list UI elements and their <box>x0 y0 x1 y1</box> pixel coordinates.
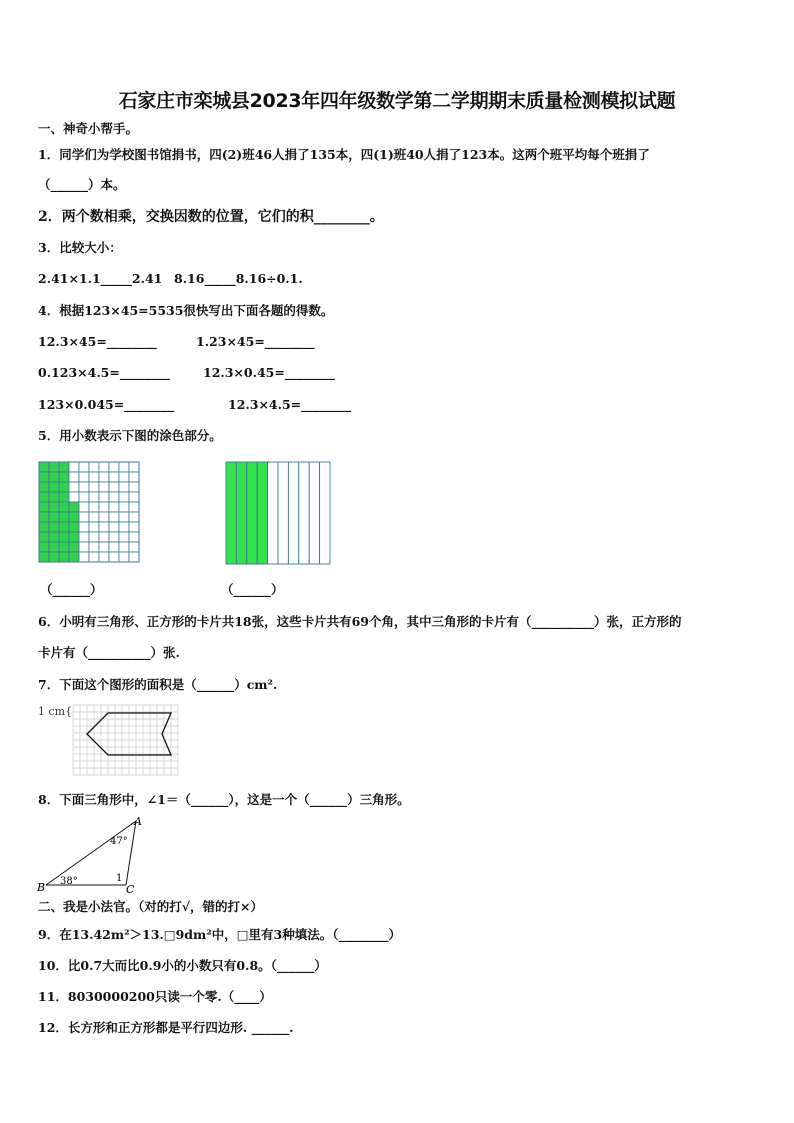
grid-cell <box>89 522 99 532</box>
question-4: 4．根据123×45=5535很快写出下面各题的得数。 <box>38 303 334 318</box>
grid-cell <box>59 492 69 502</box>
scale-label <box>38 705 72 718</box>
strip-cell <box>236 462 246 564</box>
question-4-part-d: 12.3×0.45=________ <box>203 365 335 380</box>
grid-cell <box>79 522 89 532</box>
grid-cell <box>59 522 69 532</box>
grid-cell <box>119 472 129 482</box>
grid-cell <box>129 492 139 502</box>
question-12: 12．长方形和正方形都是平行四边形. ______. <box>38 1020 294 1035</box>
grid-cell <box>69 462 79 472</box>
grid-cell <box>39 482 49 492</box>
question-4-part-a: 12.3×45=________ <box>38 334 157 349</box>
grid-cell <box>129 542 139 552</box>
triangle-figure <box>34 813 146 895</box>
grid-cell <box>119 552 129 562</box>
question-5-answer-b: （______） <box>221 582 284 597</box>
grid-cell <box>129 522 139 532</box>
question-3-part-a: 2.41×1.1_____2.41 <box>38 271 163 286</box>
grid-cell <box>109 552 119 562</box>
scale-text: 1 cm <box>38 705 66 718</box>
section-1-heading: 一、神奇小帮手。 <box>38 121 139 136</box>
grid-cell <box>59 552 69 562</box>
question-5: 5．用小数表示下图的涂色部分。 <box>38 428 222 443</box>
question-4-part-b: 1.23×45=________ <box>196 334 315 349</box>
grid-cell <box>59 482 69 492</box>
grid-cell <box>49 492 59 502</box>
grid-cell <box>59 502 69 512</box>
grid-cell <box>109 502 119 512</box>
grid-cell <box>49 482 59 492</box>
question-7: 7．下面这个图形的面积是（______）cm². <box>38 677 278 692</box>
grid-cell <box>69 502 79 512</box>
grid-cell <box>99 462 109 472</box>
grid-cell <box>109 462 119 472</box>
grid-cell <box>39 532 49 542</box>
grid-cell <box>79 512 89 522</box>
vertex-a-label: A <box>134 815 142 828</box>
grid-cell <box>69 482 79 492</box>
grid-cell <box>109 472 119 482</box>
grid-cell <box>69 472 79 482</box>
grid-cell <box>59 512 69 522</box>
question-4-part-f: 12.3×4.5=________ <box>228 397 352 412</box>
grid-cell <box>79 502 89 512</box>
grid-cell <box>69 552 79 562</box>
grid-cell <box>119 512 129 522</box>
question-10: 10．比0.7大而比0.9小的小数只有0.8。（______） <box>38 958 327 973</box>
question-6-line-2: 卡片有（__________）张. <box>38 645 180 660</box>
grid-cell <box>89 492 99 502</box>
grid-cell <box>89 472 99 482</box>
grid-cell <box>69 492 79 502</box>
grid-cell <box>99 472 109 482</box>
strip-cell <box>320 462 330 564</box>
grid-cell <box>89 542 99 552</box>
strip-cell <box>299 462 309 564</box>
strip-cell <box>288 462 298 564</box>
grid-cell <box>89 482 99 492</box>
grid-cell <box>59 532 69 542</box>
grid-cell <box>49 552 59 562</box>
grid-cell <box>89 462 99 472</box>
grid-cell <box>119 482 129 492</box>
grid-cell <box>99 522 109 532</box>
grid-cell <box>119 462 129 472</box>
grid-cell <box>69 512 79 522</box>
question-2: 2．两个数相乘，交换因数的位置，它们的积________。 <box>38 209 384 225</box>
grid-cell <box>109 482 119 492</box>
grid-cell <box>49 512 59 522</box>
grid-cell <box>39 512 49 522</box>
grid-cell <box>119 522 129 532</box>
grid-cell <box>119 502 129 512</box>
question-9: 9．在13.42m²＞13.□9dm²中，□里有3种填法。（________） <box>38 927 401 942</box>
grid-cell <box>39 472 49 482</box>
section-2-heading: 二、我是小法官。（对的打√，错的打×） <box>38 899 263 914</box>
grid-cell <box>89 512 99 522</box>
grid-cell <box>129 532 139 542</box>
grid-cell <box>49 462 59 472</box>
question-1-line-2: （______）本。 <box>38 177 126 192</box>
question-8: 8．下面三角形中，∠1＝（______），这是一个（______）三角形。 <box>38 792 410 807</box>
grid-cell <box>89 552 99 562</box>
question-5-answer-a: （______） <box>40 582 103 597</box>
question-1-line-1: 1．同学们为学校图书馆捐书，四(2)班46人捐了135本，四(1)班40人捐了123本。这两个班平均每个班捐了 <box>38 147 650 162</box>
vertex-b-label: B <box>37 881 46 894</box>
grid-cell <box>39 552 49 562</box>
page-title: 石家庄市栾城县2023年四年级数学第二学期期末质量检测模拟试题 <box>118 90 676 112</box>
question-3: 3．比较大小： <box>38 240 122 255</box>
grid-cell <box>89 502 99 512</box>
vertex-c-label: C <box>126 883 135 895</box>
angle-a-label: 47° <box>110 836 128 847</box>
grid-cell <box>99 542 109 552</box>
grid-cell <box>79 542 89 552</box>
grid-cell <box>99 552 109 562</box>
grid-cell <box>109 492 119 502</box>
grid-cell <box>129 472 139 482</box>
grid-cell <box>49 532 59 542</box>
decimal-strip-figure-b <box>225 461 331 565</box>
grid-cell <box>69 532 79 542</box>
grid-cell <box>79 492 89 502</box>
grid-cell <box>79 462 89 472</box>
grid-cell <box>119 542 129 552</box>
decimal-grid-figure-a <box>38 461 140 563</box>
grid-cell <box>39 492 49 502</box>
question-4-part-e: 123×0.045=________ <box>38 397 175 412</box>
grid-cell <box>69 522 79 532</box>
strip-cell <box>247 462 257 564</box>
grid-cell <box>109 512 119 522</box>
grid-cell <box>109 522 119 532</box>
grid-cell <box>129 482 139 492</box>
grid-cell <box>49 472 59 482</box>
grid-cell <box>79 482 89 492</box>
grid-cell <box>49 522 59 532</box>
grid-cell <box>39 522 49 532</box>
question-4-part-c: 0.123×4.5=________ <box>38 365 170 380</box>
grid-cell <box>59 472 69 482</box>
grid-cell <box>39 502 49 512</box>
grid-cell <box>39 542 49 552</box>
grid-cell <box>119 532 129 542</box>
grid-cell <box>39 462 49 472</box>
strip-cell <box>268 462 278 564</box>
grid-cell <box>99 482 109 492</box>
grid-cell <box>109 542 119 552</box>
scale-brace: { <box>65 705 73 718</box>
triangle-side-ca <box>126 821 136 885</box>
grid-cell <box>59 542 69 552</box>
grid-cell <box>119 492 129 502</box>
angle-b-label: 38° <box>60 876 78 887</box>
grid-cell <box>109 532 119 542</box>
strip-cell <box>278 462 288 564</box>
strip-cell <box>226 462 236 564</box>
grid-cell <box>99 532 109 542</box>
grid-cell <box>89 532 99 542</box>
grid-cell <box>49 542 59 552</box>
question-3-part-b: 8.16_____8.16÷0.1. <box>174 271 303 286</box>
question-11: 11．8030000200只读一个零.（____） <box>38 989 272 1004</box>
strip-cell <box>309 462 319 564</box>
grid-cell <box>129 462 139 472</box>
grid-cell <box>69 542 79 552</box>
grid-cell <box>129 552 139 562</box>
grid-cell <box>129 512 139 522</box>
grid-cell <box>59 462 69 472</box>
grid-cell <box>79 532 89 542</box>
grid-cell <box>99 512 109 522</box>
grid-cell <box>79 552 89 562</box>
grid-cell <box>79 472 89 482</box>
area-grid-figure <box>72 704 180 780</box>
grid-cell <box>129 502 139 512</box>
question-6-line-1: 6．小明有三角形、正方形的卡片共18张，这些卡片共有69个角，其中三角形的卡片有（__________）张，正方形的 <box>38 614 682 629</box>
angle-1-label: 1 <box>116 873 123 884</box>
grid-cell <box>99 492 109 502</box>
strip-cell <box>257 462 267 564</box>
grid-cell <box>99 502 109 512</box>
grid-cell <box>49 502 59 512</box>
